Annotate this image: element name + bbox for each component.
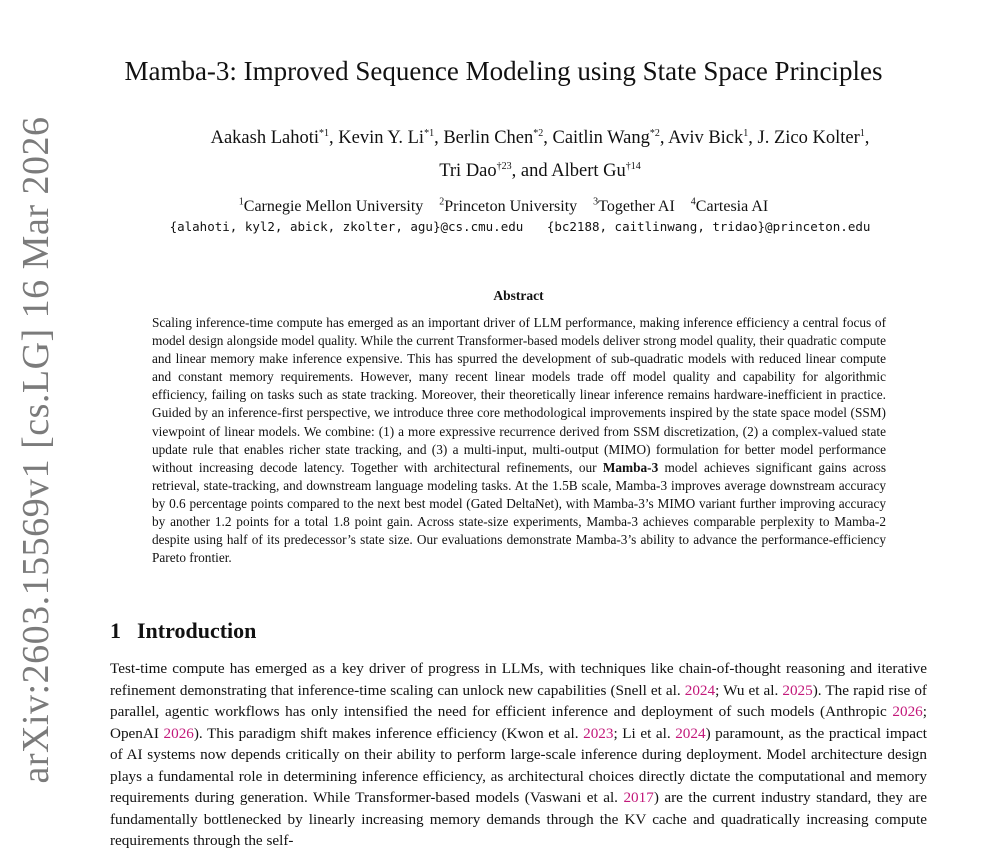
abstract-text-post: model achieves significant gains across retrieval, state-tracking, and downstream language modeling tasks. At the 1.5B scale, Mamba-3 improves average downstream accuracy by 0.6 percentage points compared to the next best model (Gated DeltaNet), with Mamba-3’s MIMO variant further improving accuracy by another 1.2 points for a total 1.8 point gain. Across state-size experiments, Mamba-3 achieves comparable perplexity to Mamba-2 despite using half of its predecessor’s state size. Our evaluations demonstrate Mamba-3’s ability to advance the performance-efficiency Pareto frontier. (152, 459, 886, 566)
author-marks: *1 (319, 127, 329, 139)
section-number: 1 (110, 618, 121, 643)
affiliation (593, 198, 675, 215)
author-marks: 1 (859, 127, 865, 139)
affiliation-name: Princeton University (444, 198, 578, 216)
email-list (0, 219, 1007, 234)
citation-link[interactable]: 2026 (892, 703, 923, 720)
author-name: Aakash Lahoti (210, 128, 319, 148)
abstract-text-pre: Scaling inference-time compute has emerged as an important driver of LLM performance, making inference efficiency a central focus of model design alongside model quality. While the current Transformer-based models deliver strong model quality, their quadratic compute and linear memory make inference expensive. This has spurred the development of sub-quadratic models with reduced linear compute and constant memory requirements. However, many recent linear models trade off model quality and capability for algorithmic efficiency, failing on tasks such as state tracking. Moreover, their theoretically linear inference remains hardware-inefficient in practice. Guided by an inference-first perspective, we introduce three core methodological improvements inspired by the state space model (SSM) viewpoint of linear models. We combine: (1) a more expressive recurrence derived from SSM discretization, (2) a complex-valued state update rule that enables richer state tracking, and (3) a multi-input, multi-output (MIMO) formulation for better model performance without increasing decode latency. Together with architectural refinements, our (152, 315, 886, 475)
intro-paragraph (110, 658, 927, 852)
intro-text: Test-time compute has emerged as a key driver of progress in LLMs, with techniques like chain-of-thought reasoning and iterative refinement demonstrating that inference-time scaling can unlock new capabilities (Snell et al. (110, 660, 927, 699)
author-marks: †23 (496, 160, 512, 172)
author-marks: *2 (533, 127, 544, 139)
author-marks: 1 (743, 127, 749, 139)
intro-text: ; Wu et al. (715, 681, 783, 699)
author-marks: *2 (649, 127, 660, 139)
affiliation-number: 4 (690, 197, 696, 208)
author-marks: *1 (424, 127, 435, 139)
author-marks: †14 (625, 160, 641, 172)
citation-link[interactable]: 2023 (583, 724, 614, 742)
citation-link[interactable]: 2025 (782, 681, 813, 699)
author-name: Berlin Chen (443, 128, 534, 148)
intro-text: ). The rapid rise of parallel, agentic workflows has only intensified the need for efficient inference and deployment of such models (Anthropic (110, 681, 927, 720)
author-name: Caitlin Wang (552, 128, 650, 148)
author (338, 128, 434, 148)
affiliation (691, 198, 768, 215)
affiliation-name: Together AI (598, 198, 675, 216)
affiliation (239, 198, 424, 215)
affiliation-name: Carnegie Mellon University (243, 198, 424, 216)
intro-text: ). This paradigm shift makes inference efficiency (Kwon et al. (193, 724, 584, 742)
citation-link[interactable]: 2017 (623, 789, 654, 806)
affiliation-number: 3 (593, 197, 599, 208)
abstract-heading: Abstract (493, 288, 544, 303)
author-name: Aviv Bick (668, 128, 744, 148)
paper-title: Mamba-3: Improved Sequence Modeling using State Space Principles (124, 56, 883, 86)
author (439, 161, 511, 181)
author (443, 128, 543, 148)
abstract-body (152, 314, 886, 567)
email-cmu: {alahoti, kyl2, abick, zkolter, agu}@cs.cmu.edu (169, 219, 524, 234)
abstract-model-name: Mamba-3 (602, 459, 659, 475)
affiliation-name: Cartesia AI (695, 198, 769, 216)
author-name: J. Zico Kolter (757, 128, 860, 148)
affiliation-number: 1 (238, 197, 244, 208)
arxiv-identifier: arXiv:2603.15569v1 [cs.LG] 16 Mar 2026 (15, 116, 57, 784)
author-conjunction: and (520, 161, 552, 181)
intro-text: ; OpenAI (110, 703, 927, 742)
intro-text: ) are the current industry standard, they are fundamentally bottlenecked by linearly increasing memory demands through the KV cache and quadratically increasing compute requirements through the self- (110, 789, 927, 849)
author-name: Kevin Y. Li (338, 128, 425, 148)
author-list: Aakash Lahoti$^{*1}$, Kevin Y. Li$^{*1}$, Berlin Chen$^{*2}$, Caitlin Wang$^{*2}$, Aviv Bick$^1$, J. Zico Kolter$^1$, Tri Dao$^{\dagger 23}$, and Albert Gu$^{\dagger 14}$ (210, 127, 870, 181)
author (211, 128, 329, 148)
author (668, 128, 748, 148)
affiliation (439, 198, 577, 215)
intro-text: ; Li et al. (613, 724, 676, 742)
citation-link[interactable]: 2024 (675, 724, 706, 742)
citation-link[interactable]: 2026 (163, 724, 194, 742)
author-name: Albert Gu (551, 161, 626, 181)
author (553, 128, 660, 148)
author (758, 128, 865, 148)
email-princeton: {bc2188, caitlinwang, tridao}@princeton.edu (546, 219, 871, 234)
intro-text: ) paramount, as the practical impact of AI systems now depends critically on their ability to perform large-scale inference during deployment. Model architecture design plays a fundamental role in determining inference efficiency, as architectural choices directly dictate the computational and memory requirements during generation. While Transformer-based models (Vaswani et al. (110, 724, 928, 806)
section-title: Introduction (137, 618, 257, 643)
affiliation-list (0, 197, 1007, 216)
section-heading (110, 618, 256, 644)
author-name: Tri Dao (439, 161, 497, 181)
citation-link[interactable]: 2024 (684, 681, 716, 699)
author (551, 161, 641, 181)
affiliation-number: 2 (439, 197, 445, 208)
